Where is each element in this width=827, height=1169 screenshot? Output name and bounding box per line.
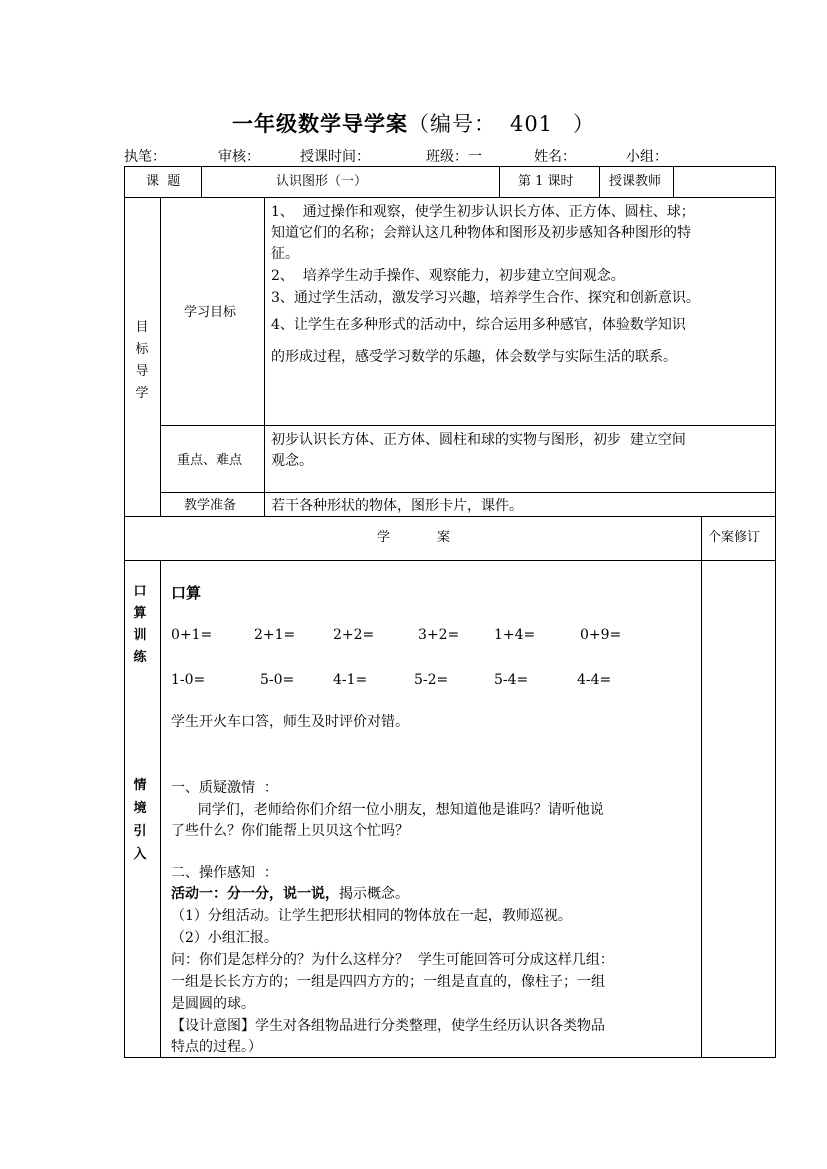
learning-goals-label: 学习目标 xyxy=(184,305,237,320)
scene-heading-1: 一、质疑激情 ： xyxy=(171,780,278,796)
title-text: 一年级数学导学案 xyxy=(231,111,408,136)
row-divider xyxy=(124,560,776,561)
number-value: 401 xyxy=(509,112,554,136)
col-divider xyxy=(499,166,500,197)
oral-problem: 5-4= xyxy=(494,672,529,688)
activity-desc: 揭示概念。 xyxy=(339,886,409,902)
oral-problem: 4-4= xyxy=(577,672,612,688)
scene-heading-2: 二、操作感知 ： xyxy=(171,865,278,881)
oral-problem: 5-0= xyxy=(260,672,295,688)
prep-value: 若干各种形状的物体，图形卡片，课件。 xyxy=(271,498,523,514)
row-divider xyxy=(160,492,776,493)
plan-header-an: 案 xyxy=(437,530,451,545)
page-title xyxy=(0,108,827,138)
group-label: 小组： xyxy=(626,149,668,165)
col-divider xyxy=(201,166,202,197)
scene-para-line: 同学们，老师给你们介绍一位小朋友，想知道他是谁吗？请听他说 xyxy=(171,802,604,818)
scene-line: 是圆圆的球。 xyxy=(171,996,255,1012)
scene-side-char: 情 xyxy=(133,778,147,793)
row-divider xyxy=(124,197,776,198)
scene-line: （1）分组活动。让学生把形状相同的物体放在一起，教师巡视。 xyxy=(171,908,572,924)
reviewer-label: 审核： xyxy=(218,149,260,165)
col-divider xyxy=(160,560,161,1058)
topic-label: 课 题 xyxy=(146,174,181,189)
goals-side-char: 标 xyxy=(135,342,149,357)
oral-side-char: 口 xyxy=(133,584,147,599)
scene-para-line: 了些什么？你们能帮上贝贝这个忙吗？ xyxy=(171,823,409,839)
oral-title: 口算 xyxy=(171,584,202,602)
oral-problem: 4-1= xyxy=(333,672,368,688)
class-label: 班级：一 xyxy=(426,149,482,165)
scene-side-char: 引 xyxy=(133,824,147,839)
oral-problem: 2+1= xyxy=(254,627,296,643)
goal-line: 3、通过学生活动，激发学习兴趣，培养学生合作、探究和创新意识。 xyxy=(271,290,700,306)
col-divider xyxy=(264,197,265,516)
goals-side-char: 学 xyxy=(135,386,149,401)
activity-line xyxy=(171,883,409,905)
name-label: 姓名： xyxy=(534,149,576,165)
number-close: ） xyxy=(573,112,596,136)
scene-line: 问：你们是怎样分的？为什么这样分？ 学生可能回答可分成这样几组： xyxy=(171,952,614,968)
key-points-line: 观念。 xyxy=(271,453,313,469)
oral-problem: 5-2= xyxy=(414,672,449,688)
teach-time-label: 授课时间： xyxy=(300,149,370,165)
revise-header: 个案修订 xyxy=(708,530,761,545)
goal-line: 2、 培养学生动手操作、观察能力，初步建立空间观念。 xyxy=(271,268,625,284)
col-divider xyxy=(673,166,674,197)
goal-line: 征。 xyxy=(271,246,299,262)
prep-label: 教学准备 xyxy=(184,498,237,513)
oral-problem: 3+2= xyxy=(418,627,460,643)
teacher-label: 授课教师 xyxy=(609,174,662,189)
goals-side-char: 导 xyxy=(135,364,149,379)
oral-side-char: 算 xyxy=(133,606,147,621)
scene-side-char: 入 xyxy=(133,847,147,862)
col-divider xyxy=(160,197,161,516)
meta-row xyxy=(124,146,684,166)
scene-line: 【设计意图】学生对各组物品进行分类整理，使学生经历认识各类物品 xyxy=(171,1018,605,1034)
scene-line: 特点的过程。） xyxy=(171,1039,262,1055)
activity-title: 活动一：分一分，说一说， xyxy=(171,886,339,902)
key-points-line: 初步认识长方体、正方体、圆柱和球的实物与图形，初步 建立空间 xyxy=(271,432,686,448)
scene-side-char: 境 xyxy=(133,801,147,816)
number-label: （编号： xyxy=(407,112,496,136)
oral-side-char: 练 xyxy=(133,650,147,665)
oral-note: 学生开火车口答，师生及时评价对错。 xyxy=(171,714,409,730)
oral-problem: 1+4= xyxy=(494,627,536,643)
oral-problem: 2+2= xyxy=(333,627,375,643)
writer-label: 执笔： xyxy=(124,149,166,165)
oral-side-char: 训 xyxy=(133,628,147,643)
oral-problem: 0+1= xyxy=(171,627,213,643)
oral-problem: 1-0= xyxy=(171,672,206,688)
goal-line: 4、让学生在多种形式的活动中，综合运用多种感官，体验数学知识 xyxy=(271,317,686,333)
col-divider xyxy=(701,516,702,1058)
col-divider xyxy=(599,166,600,197)
goals-side-char: 目 xyxy=(135,320,149,335)
topic-value: 认识图形（一） xyxy=(276,174,368,189)
row-divider xyxy=(160,425,776,426)
period-value: 第 1 课时 xyxy=(518,174,574,189)
goal-line: 知道它们的名称；会辩认这几种物体和图形及初步感知各种图形的特 xyxy=(271,225,691,241)
key-points-label: 重点、难点 xyxy=(177,453,243,468)
scene-line: （2）小组汇报。 xyxy=(171,930,278,946)
scene-line: 一组是长长方方的；一组是四四方方的；一组是直直的，像柱子；一组 xyxy=(171,974,605,990)
goal-line: 的形成过程，感受学习数学的乐趣，体会数学与实际生活的联系。 xyxy=(271,349,677,365)
goal-line: 1、 通过操作和观察，使学生初步认识长方体、正方体、圆柱、球； xyxy=(271,204,695,220)
oral-problem: 0+9= xyxy=(580,627,622,643)
plan-header-xue: 学 xyxy=(377,530,391,545)
